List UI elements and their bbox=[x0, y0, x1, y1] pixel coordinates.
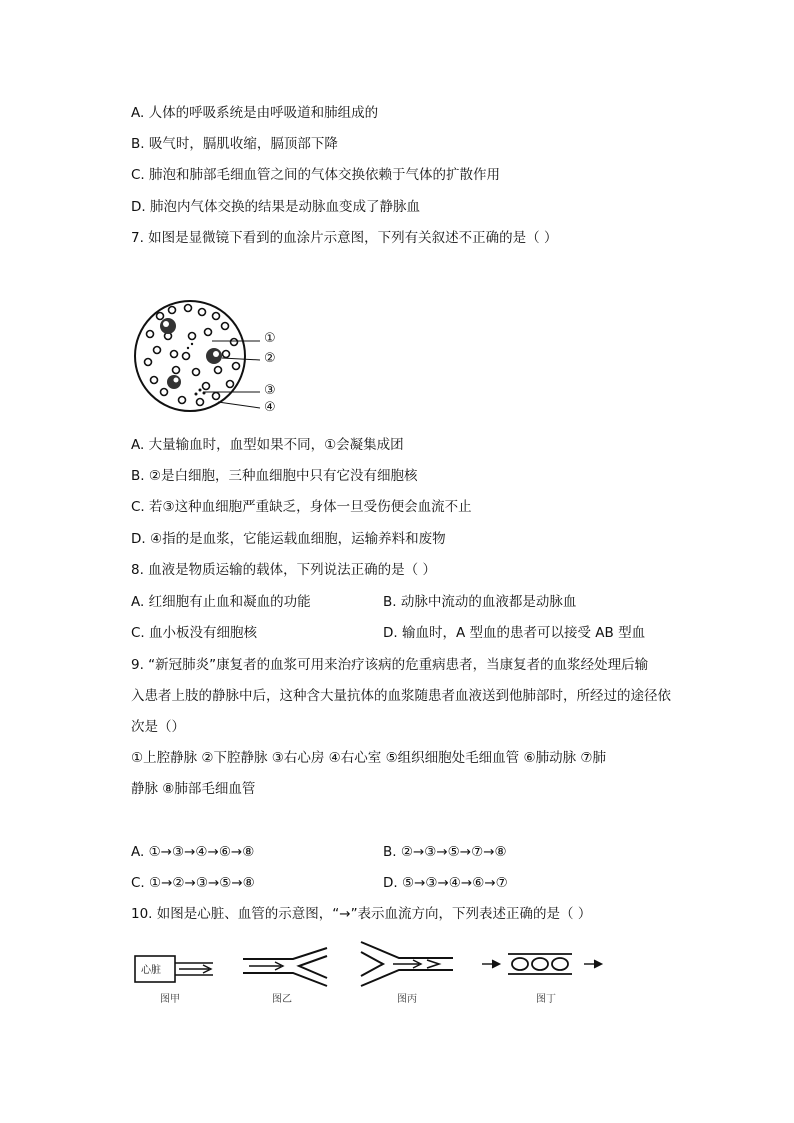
q9-stem-line1: 9. “新冠肺炎”康复者的血浆可用来治疗该病的危重病患者，当康复者的血浆经处理后输 bbox=[131, 657, 649, 673]
label-4: ④ bbox=[264, 400, 276, 415]
q9-list-line2: 静脉 ⑧肺部毛细血管 bbox=[131, 781, 256, 797]
figure-bing-vessel bbox=[359, 940, 457, 988]
heart-label: 心脏 bbox=[141, 965, 161, 976]
caption-bing: 图丙 bbox=[397, 994, 417, 1005]
figure-ding-capillary bbox=[480, 950, 604, 980]
q8-option-a: A. 红细胞有止血和凝血的功能 bbox=[131, 594, 311, 610]
label-3: ③ bbox=[264, 383, 276, 398]
q9-stem-line2: 入患者上肢的静脉中后，这种含大量抗体的血浆随患者血液送到他肺部时，所经过的途径依 bbox=[131, 688, 671, 704]
q8-option-c: C. 血小板没有细胞核 bbox=[131, 625, 258, 641]
q6-option-b: B. 吸气时，膈肌收缩，膈顶部下降 bbox=[131, 136, 338, 152]
q10-stem: 10. 如图是心脏、血管的示意图，“→”表示血流方向，下列表述正确的是（ ） bbox=[131, 906, 592, 922]
q7-option-d: D. ④指的是血浆，它能运载血细胞，运输养料和废物 bbox=[131, 531, 446, 547]
caption-jia: 图甲 bbox=[160, 994, 180, 1005]
q9-option-d: D. ⑤→③→④→⑥→⑦ bbox=[383, 875, 508, 891]
caption-ding: 图丁 bbox=[536, 994, 556, 1005]
q7-option-a: A. 大量输血时，血型如果不同，①会凝集成团 bbox=[131, 437, 404, 453]
q6-option-a: A. 人体的呼吸系统是由呼吸道和肺组成的 bbox=[131, 105, 379, 121]
q6-option-d: D. 肺泡内气体交换的结果是动脉血变成了静脉血 bbox=[131, 199, 420, 215]
caption-yi: 图乙 bbox=[272, 994, 292, 1005]
q7-option-b: B. ②是白细胞，三种血细胞中只有它没有细胞核 bbox=[131, 468, 418, 484]
q9-option-a: A. ①→③→④→⑥→⑧ bbox=[131, 844, 255, 860]
q8-stem: 8. 血液是物质运输的载体，下列说法正确的是（ ） bbox=[131, 562, 436, 578]
q7-stem: 7. 如图是显微镜下看到的血涂片示意图，下列有关叙述不正确的是（ ） bbox=[131, 230, 558, 246]
q8-option-d: D. 输血时，A 型血的患者可以接受 AB 型血 bbox=[383, 625, 646, 641]
q8-option-b: B. 动脉中流动的血液都是动脉血 bbox=[383, 594, 577, 610]
q7-option-c: C. 若③这种血细胞严重缺乏，身体一旦受伤便会血流不止 bbox=[131, 499, 472, 515]
q9-stem-line3: 次是（） bbox=[131, 719, 185, 735]
q9-list-line1: ①上腔静脉 ②下腔静脉 ③右心房 ④右心室 ⑤组织细胞处毛细血管 ⑥肺动脉 ⑦肺 bbox=[131, 750, 606, 766]
q9-option-b: B. ②→③→⑤→⑦→⑧ bbox=[383, 844, 507, 860]
q9-option-c: C. ①→②→③→⑤→⑧ bbox=[131, 875, 255, 891]
figure-yi-vessel bbox=[241, 946, 333, 988]
label-1: ① bbox=[264, 331, 276, 346]
label-2: ② bbox=[264, 351, 276, 366]
q6-option-c: C. 肺泡和肺部毛细血管之间的气体交换依赖于气体的扩散作用 bbox=[131, 167, 501, 183]
